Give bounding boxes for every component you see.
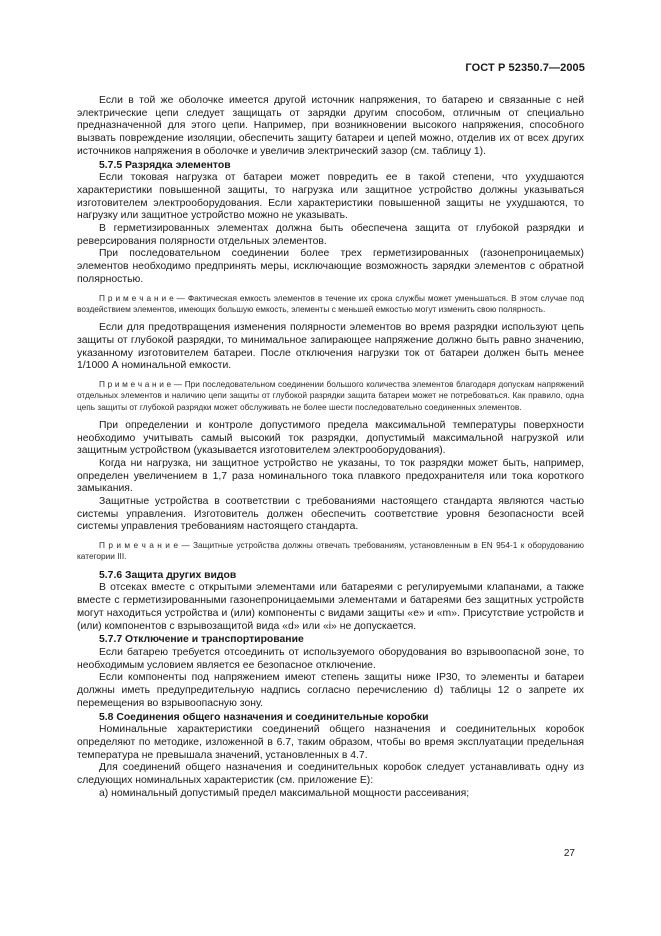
note: П р и м е ч а н и е — Фактическая емкость элементов в течение их срока службы может уменьшаться. В этом случае под воздействием элементов, имеющих большую емкость, элементы с меньшей емкостью могут изменить свою полярность. [77, 292, 584, 314]
section-heading: 5.7.5 Разрядка элементов [99, 159, 231, 171]
section-heading: 5.8 Соединения общего назначения и соединительные коробки [99, 711, 429, 723]
paragraph: Если в той же оболочке имеется другой источник напряжения, то батарею и связанные с ней электрические цепи следует защищать от зарядки другим способом, отличным от специально предназначенной для этого цепи. Например, при возникновении высокого напряжения, способного вызвать повреждение изоляции, обеспечить защиту батареи и цепей можно, отделив их от всех других источников напряжения в оболочке и увеличив электрический зазор (см. таблицу 1). [77, 95, 584, 157]
section-heading: 5.7.7 Отключение и транспортирование [99, 634, 304, 646]
paragraph: При последовательном соединении более трех герметизированных (газонепроницаемых) элементов необходимо предпринять меры, исключающие возможность зарядки элементов с обратной полярностью. [77, 248, 584, 285]
paragraph: В герметизированных элементах должна быть обеспечена защита от глубокой разрядки и реверсирования полярности отдельных элементов. [77, 223, 584, 247]
paragraph: Если компоненты под напряжением имеют степень защиты ниже IP30, то элементы и батареи должны иметь предупредительную надпись согласно перечислению d) таблицы 12 о запрете их перемещения во взрывоопасную зону. [77, 672, 584, 709]
document-header: ГОСТ Р 52350.7—2005 [465, 62, 585, 74]
note: П р и м е ч а н и е — При последовательном соединении большого количества элементов благодаря допускам напряжений отдельных элементов и наличию цепи защиты от глубокой разрядки защита батареи может не потребоваться. Как правило, одна цепь защиты от глубокой разрядки может обслуживать не более шести последовательно соединенных элементов. [77, 378, 584, 412]
paragraph: В отсеках вместе с открытыми элементами или батареями с регулируемыми клапанами, а также вместе с герметизированными газонепроницаемыми элементами и батареями без защитных устройств могут находиться устройства и (или) компоненты с видами защиты «e» и «m». Присутствие устройств и (или) компонентов с взрывозащитой вида «d» или «i» не допускается. [77, 582, 584, 632]
paragraph: Если токовая нагрузка от батареи может повредить ее в такой степени, что ухудшаются характеристики повышенной защиты, то нагрузка или защитное устройство должны указываться изготовителем электрооборудования. Если характеристики повышенной защиты не ухудшаются, то нагрузку или защитное устройство можно не указывать. [77, 172, 584, 222]
paragraph: Для соединений общего назначения и соединительных коробок следует устанавливать одну из следующих номинальных характеристик (см. приложение Е): [77, 762, 584, 787]
paragraph: При определении и контроле допустимого предела максимальной температуры поверхности необходимо учитывать самый высокий ток разрядки, допустимый максимальной нагрузкой или защитным устройством (указывается изготовителем электрооборудования). [77, 419, 584, 457]
section-heading: 5.7.6 Защита других видов [99, 569, 237, 581]
paragraph: Защитные устройства в соответствии с требованиями настоящего стандарта являются частью системы управления. Изготовитель должен обеспечить соответствие уровня безопасности всей системы управления требованиям настоящего стандарта. [77, 496, 584, 533]
paragraph: Когда ни нагрузка, ни защитное устройство не указаны, то ток разрядки может быть, например, определен увеличением в 1,7 раза номинального тока плавкого предохранителя или тока короткого замыкания. [77, 457, 584, 495]
paragraph: Если батарею требуется отсоединить от используемого оборудования во взрывоопасной зоне, то необходимым условием является ее безопасное отключение. [77, 646, 584, 671]
note: П р и м е ч а н и е — Защитные устройства должны отвечать требованиям, установленным в EN 954-1 к оборудованию категории III. [77, 540, 584, 562]
list-item: а) номинальный допустимый предел максимальной мощности рассеивания; [99, 787, 470, 799]
paragraph: Номинальные характеристики соединений общего назначения и соединительных коробок определяют по методике, изложенной в 6.7, таким образом, чтобы во время эксплуатации предельная температура не превышала значений, установленных в 4.7. [77, 724, 584, 761]
paragraph: Если для предотвращения изменения полярности элементов во время разрядки используют цепь защиты от глубокой разрядки, то минимальное запирающее напряжение должно быть равно значению, указанному изготовителем батареи. После отключения нагрузки ток от батареи должен быть менее 1/1000 А номинальной емкости. [77, 322, 584, 372]
page-number: 27 [563, 848, 575, 859]
document-body [77, 95, 584, 800]
